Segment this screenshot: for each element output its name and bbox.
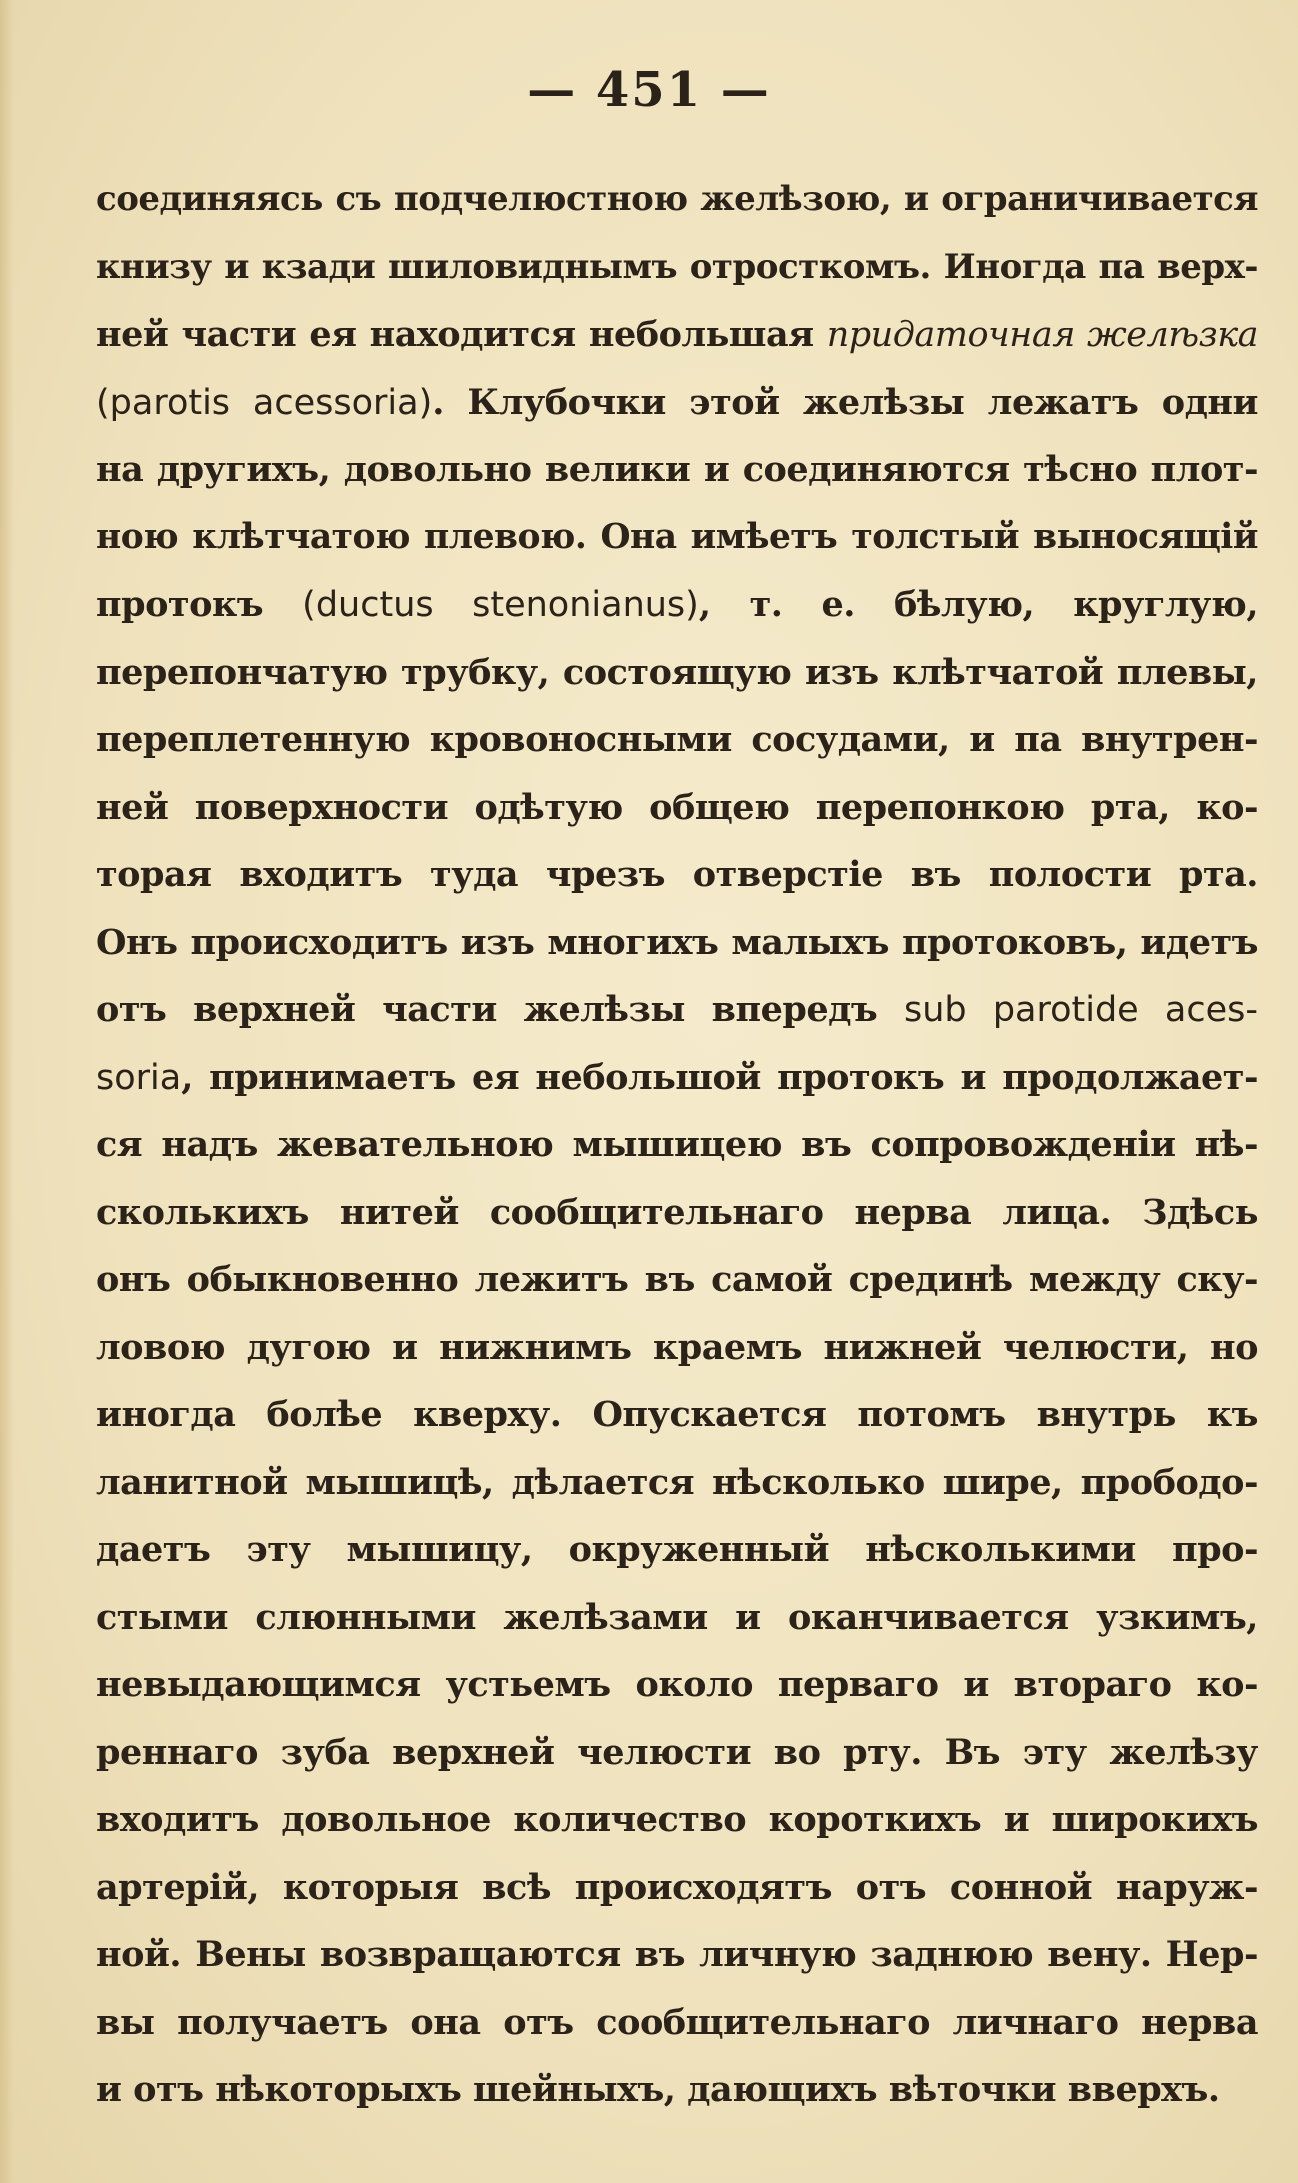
text-line: [96, 571, 1258, 639]
text-line: [96, 1854, 1258, 1922]
text-line: [96, 1449, 1258, 1517]
text-run: иногда болѣе кверху. Опускается потомъ внутрь къ: [96, 1394, 1258, 1435]
text-run-latin: (parotis acessoria): [96, 382, 433, 423]
text-run: на другихъ, довольно велики и соединяются тѣсно плот-: [96, 449, 1258, 490]
page-edge-shadow: [0, 0, 14, 2183]
body-text: [96, 166, 1258, 2124]
text-run: входитъ довольное количество короткихъ и широкихъ: [96, 1799, 1258, 1840]
text-run-latin: (ductus stenonianus): [302, 585, 699, 625]
text-run: книзу и кзади шиловиднымъ отросткомъ. Иногда па верх-: [96, 246, 1258, 287]
text-run: ся надъ жевательною мышицею въ сопровожденіи нѣ-: [96, 1124, 1258, 1165]
text-line: [96, 234, 1258, 302]
text-run: реннаго зуба верхней челюсти во рту. Въ эту желѣзу: [96, 1731, 1258, 1773]
text-run: сколькихъ нитей сообщительнаго нерва лица. Здѣсь: [96, 1191, 1258, 1233]
text-line: [96, 2056, 1258, 2124]
text-run: перепончатую трубку, состоящую изъ клѣтчатой плевы,: [96, 651, 1258, 693]
text-run: артерій, которыя всѣ происходятъ отъ сонной наруж-: [96, 1866, 1258, 1908]
text-line: [96, 436, 1258, 504]
text-line: [96, 1989, 1258, 2057]
text-run: переплетенную кровоносными сосудами, и па внутрен-: [96, 719, 1258, 760]
text-line: [96, 706, 1258, 774]
text-run: торая входитъ туда чрезъ отверстіе въ полости рта.: [96, 854, 1258, 895]
text-line: [96, 504, 1258, 572]
page-number: — 451 —: [527, 62, 771, 118]
text-run: и отъ нѣкоторыхъ шейныхъ, дающихъ вѣточки вверхъ.: [96, 2069, 1220, 2110]
text-run: Онъ происходитъ изъ многихъ малыхъ протоковъ, идетъ: [96, 921, 1258, 963]
text-run: , т. е. бѣлую, круглую,: [698, 584, 1258, 625]
text-line: [96, 1651, 1258, 1719]
text-run-latin: sub parotide aces-: [904, 990, 1258, 1030]
text-line: [96, 166, 1258, 234]
text-run: ловою дугою и нижнимъ краемъ нижней челюсти, но: [96, 1326, 1258, 1368]
text-run: онъ обыкновенно лежитъ въ самой срединѣ между ску-: [96, 1259, 1258, 1300]
text-run: стыми слюнными желѣзами и оканчивается узкимъ,: [96, 1596, 1258, 1638]
text-line: [96, 909, 1258, 977]
text-run: , принимаетъ ея небольшой протокъ и продолжает-: [181, 1056, 1258, 1098]
text-run: ною клѣтчатою плевою. Она имѣетъ толстый выносящій: [96, 516, 1258, 557]
text-line: [96, 1179, 1258, 1247]
text-run-latin: soria: [96, 1057, 182, 1098]
text-line: [96, 1044, 1258, 1112]
text-run: . Клубочки этой желѣзы лежатъ одни: [432, 381, 1258, 423]
text-run: протокъ: [96, 584, 303, 625]
text-line: [96, 1314, 1258, 1382]
text-run: отъ верхней части желѣзы впередъ: [96, 989, 905, 1030]
text-run: ланитной мышицѣ, дѣлается нѣсколько шире, прободо-: [96, 1461, 1258, 1503]
text-line: [96, 841, 1258, 909]
text-line: [96, 1516, 1258, 1584]
text-run-italic: придаточная желѣзка: [826, 315, 1258, 355]
text-line: [96, 1719, 1258, 1787]
text-line: [96, 639, 1258, 707]
text-run: ней поверхности одѣтую общею перепонкою рта, ко-: [96, 786, 1258, 828]
text-line: [96, 1246, 1258, 1314]
text-run: ней части ея находится небольшая: [96, 314, 827, 355]
text-line: [96, 976, 1258, 1044]
text-run: вы получаетъ она отъ сообщительнаго личнаго нерва: [96, 2001, 1258, 2043]
text-line: [96, 1786, 1258, 1854]
text-line: [96, 1584, 1258, 1652]
text-line: [96, 1921, 1258, 1989]
text-run: даетъ эту мышицу, окруженный нѣсколькими про-: [96, 1529, 1258, 1570]
text-line: [96, 774, 1258, 842]
text-line: [96, 1381, 1258, 1449]
text-line: [96, 369, 1258, 437]
text-run: ной. Вены возвращаются въ личную заднюю вену. Нер-: [96, 1934, 1258, 1975]
text-line: [96, 1111, 1258, 1179]
text-run: соединяясь съ подчелюстною желѣзою, и ограничивается: [96, 179, 1258, 219]
text-run: невыдающимся устьемъ около перваго и втораго ко-: [96, 1664, 1258, 1705]
text-line: [96, 301, 1258, 369]
